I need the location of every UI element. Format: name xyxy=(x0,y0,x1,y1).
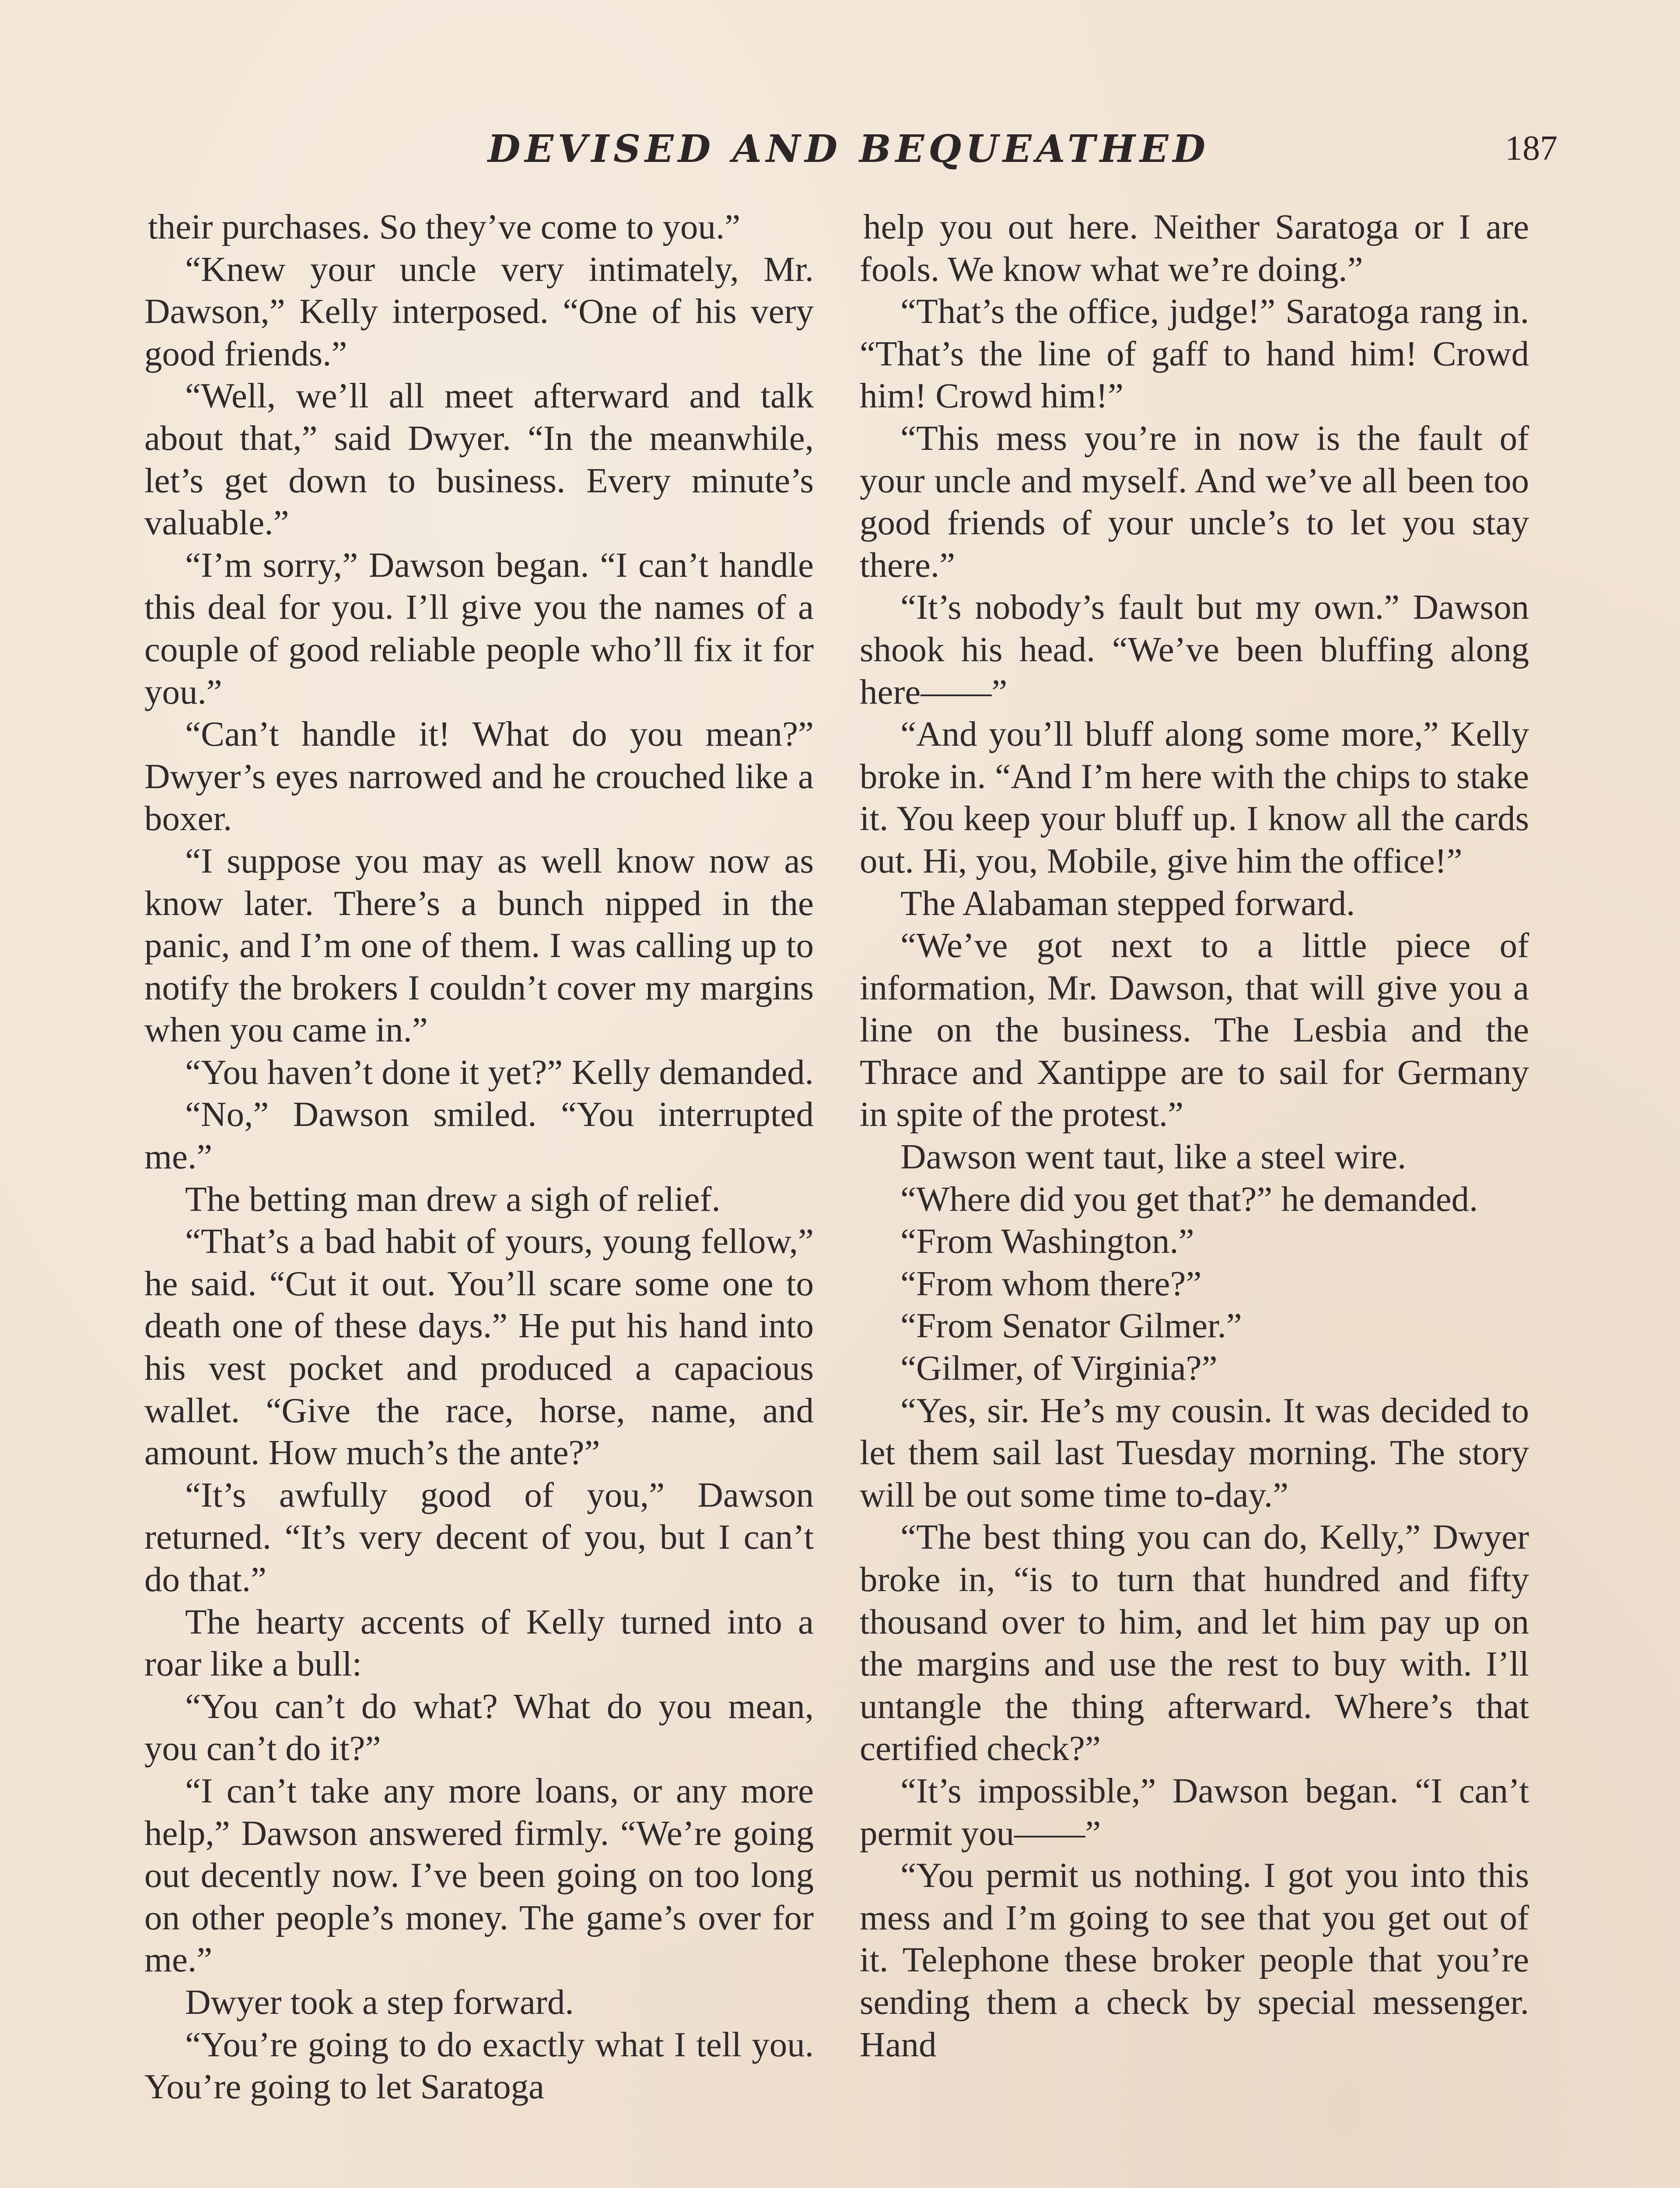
paragraph: “This mess you’re in now is the fault of your uncle and myself. And we’ve all been too good friends of your uncle’s to let you stay there.” xyxy=(860,418,1529,585)
paragraph: “From Senator Gilmer.” xyxy=(900,1306,1242,1346)
paragraph: “It’s impossible,” Dawson began. “I can’t permit you——” xyxy=(860,1771,1529,1853)
paragraph: “You can’t do what? What do you mean, you can’t do it?” xyxy=(144,1686,814,1768)
paragraph: “I can’t take any more loans, or any more help,” Dawson answered firmly. “We’re going out decently now. I’ve been going on too long on other people’s money. The game’s over for me.” xyxy=(144,1771,814,1980)
running-title: DEVISED AND BEQUEATHED xyxy=(487,127,1210,171)
paragraph: “That’s the office, judge!” Saratoga rang in. “That’s the line of gaff to hand him! Crowd him! Crowd him!” xyxy=(860,291,1529,416)
paragraph: Dawson went taut, like a steel wire. xyxy=(900,1137,1407,1177)
paragraph: “I’m sorry,” Dawson began. “I can’t handle this deal for you. I’ll give you the names of a couple of good reliable people who’ll fix it for you.” xyxy=(144,545,814,712)
paragraph: their purchases. So they’ve come to you.” xyxy=(148,207,741,246)
paragraph: “I suppose you may as well know now as know later. There’s a bunch nipped in the panic, and I’m one of them. I was calling up to notify the brokers I couldn’t cover my margins when you came in.” xyxy=(144,841,814,1050)
paragraph: The hearty accents of Kelly turned into a roar like a bull: xyxy=(144,1602,814,1684)
paragraph: “You permit us nothing. I got you into this mess and I’m going to see that you get out of it. Telephone these broker people that you’re sending them a check by special messenger. Hand xyxy=(860,1855,1529,2064)
page-header xyxy=(140,127,1558,188)
paragraph: “It’s nobody’s fault but my own.” Dawson shook his head. “We’ve been bluffing along here——” xyxy=(860,587,1529,712)
paragraph: “That’s a bad habit of yours, young fellow,” he said. “Cut it out. You’ll scare some one to death one of these days.” He put his hand into his vest pocket and produced a capacious wallet. “Give the race, horse, name, and amount. How much’s the ante?” xyxy=(144,1221,814,1473)
right-column xyxy=(860,206,1529,2065)
paragraph: “From whom there?” xyxy=(900,1263,1202,1303)
paragraph: “Yes, sir. He’s my cousin. It was decided to let them sail last Tuesday morning. The story will be out some time to-day.” xyxy=(860,1390,1529,1515)
paragraph: “Knew your uncle very intimately, Mr. Dawson,” Kelly interposed. “One of his very good friends.” xyxy=(144,249,814,373)
paragraph: “The best thing you can do, Kelly,” Dwyer broke in, “is to turn that hundred and fifty thousand over to him, and let him pay up on the margins and use the rest to buy with. I’ll untangle the thing afterward. Where’s that certified check?” xyxy=(860,1517,1529,1768)
paragraph: “It’s awfully good of you,” Dawson returned. “It’s very decent of you, but I can’t do that.” xyxy=(144,1475,814,1599)
paragraph: “No,” Dawson smiled. “You interrupted me.” xyxy=(144,1094,814,1177)
paragraph: help you out here. Neither Saratoga or I are fools. We know what we’re doing.” xyxy=(860,207,1529,289)
paragraph: “Can’t handle it! What do you mean?” Dwyer’s eyes narrowed and he crouched like a boxer. xyxy=(144,714,814,838)
paragraph: “Well, we’ll all meet afterward and talk about that,” said Dwyer. “In the meanwhile, let’s get down to business. Every minute’s valuable.” xyxy=(144,376,814,543)
paragraph: “And you’ll bluff along some more,” Kelly broke in. “And I’m here with the chips to stake it. You keep your bluff up. I know all the cards out. Hi, you, Mobile, give him the office!” xyxy=(860,714,1529,880)
paragraph: “Where did you get that?” he demanded. xyxy=(900,1179,1478,1219)
paragraph: The Alabaman stepped forward. xyxy=(900,883,1355,923)
paragraph: “We’ve got next to a little piece of information, Mr. Dawson, that will give you a line on the business. The Lesbia and the Thrace and Xantippe are to sail for Germany in spite of the protest.” xyxy=(860,926,1529,1134)
paragraph: “You’re going to do exactly what I tell you. You’re going to let Saratoga xyxy=(144,2024,814,2107)
paragraph: “From Washington.” xyxy=(900,1221,1194,1261)
page-number: 187 xyxy=(1505,129,1558,168)
left-column xyxy=(144,206,814,2108)
paragraph: “Gilmer, of Virginia?” xyxy=(900,1348,1218,1388)
paragraph: Dwyer took a step forward. xyxy=(185,1982,574,2022)
paragraph: The betting man drew a sigh of relief. xyxy=(185,1179,721,1219)
paragraph: “You haven’t done it yet?” Kelly demanded. xyxy=(185,1052,814,1092)
